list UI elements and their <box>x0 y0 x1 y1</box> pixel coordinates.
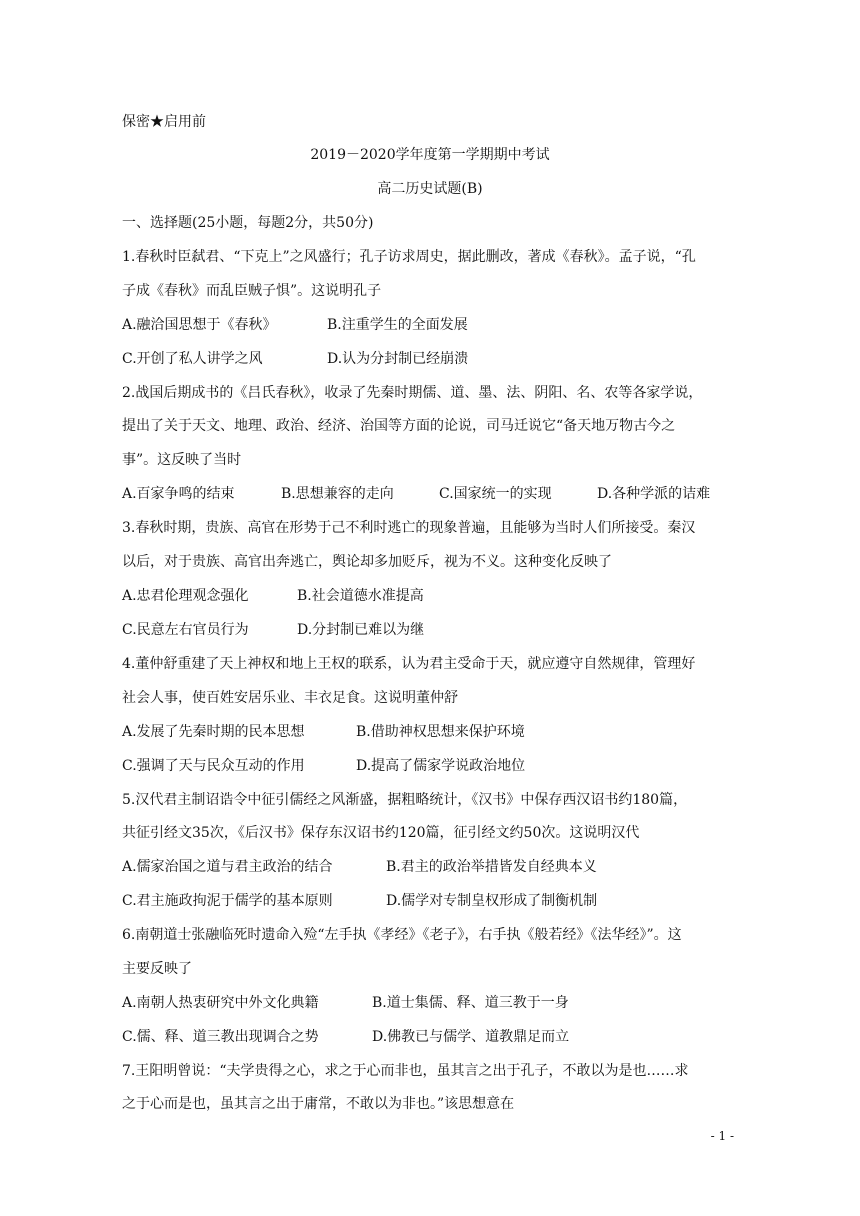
option-d: D.认为分封制已经崩溃 <box>327 351 469 367</box>
option-c: C.国家统一的实现 <box>439 486 552 502</box>
question-7-line-2: 之于心而是也，虽其言之出于庸常，不敢以为非也。”该思想意在 <box>122 1096 515 1112</box>
confidential-label: 保密★启用前 <box>122 114 206 130</box>
option-b: B.借助神权思想来保护环境 <box>356 724 525 740</box>
option-a: A.南朝人热衷研究中外文化典籍 <box>122 995 319 1011</box>
option-c: C.儒、释、道三教出现调合之势 <box>122 1029 319 1045</box>
option-b: B.道士集儒、释、道三教于一身 <box>372 995 569 1011</box>
question-5-line-2: 共征引经文35次，《后汉书》保存东汉诏书约120篇，征引经文约50次。这说明汉代 <box>122 825 640 841</box>
option-d: D.儒学对专制皇权形成了制衡机制 <box>386 893 598 909</box>
option-a: A.融洽国思想于《春秋》 <box>122 317 277 333</box>
subject-title: 高二历史试题(B) <box>377 181 483 197</box>
option-c: C.开创了私人讲学之风 <box>122 351 263 367</box>
question-3-line-2: 以后，对于贵族、高官出奔逃亡，舆论却多加贬斥，视为不义。这种变化反映了 <box>122 554 612 570</box>
question-6-line-2: 主要反映了 <box>122 961 192 977</box>
option-b: B.思想兼容的走向 <box>281 486 394 502</box>
option-c: C.强调了天与民众互动的作用 <box>122 758 305 774</box>
option-d: D.分封制已难以为继 <box>297 622 425 638</box>
question-1-line-2: 子成《春秋》而乱臣贼子惧”。这说明孔子 <box>122 283 382 299</box>
option-b: B.注重学生的全面发展 <box>327 317 468 333</box>
question-4-line-1: 4.董仲舒重建了天上神权和地上王权的联系，认为君主受命于天，就应遵守自然规律，管理好 <box>122 656 696 672</box>
option-c: C.君主施政拘泥于儒学的基本原则 <box>122 893 333 909</box>
option-a: A.忠君伦理观念强化 <box>122 588 249 604</box>
option-a: A.儒家治国之道与君主政治的结合 <box>122 859 333 875</box>
option-a: A.发展了先秦时期的民本思想 <box>122 724 305 740</box>
option-d: D.提高了儒家学说政治地位 <box>356 758 526 774</box>
question-4-line-2: 社会人事，使百姓安居乐业、丰衣足食。这说明董仲舒 <box>122 690 458 706</box>
question-2-line-2: 提出了关于天文、地理、政治、经济、治国等方面的论说，司马迁说它“备天地万物古今之 <box>122 418 676 434</box>
question-6-line-1: 6.南朝道士张融临死时遗命入殓“左手执《孝经》《老子》，右手执《般若经》《法华经》”。这 <box>122 927 682 943</box>
page-number: - 1 - <box>710 1129 734 1143</box>
option-a: A.百家争鸣的结束 <box>122 486 235 502</box>
section-heading: 一、选择题(25小题，每题2分，共50分) <box>122 215 374 231</box>
option-b: B.社会道德水准提高 <box>297 588 424 604</box>
option-b: B.君主的政治举措皆发自经典本义 <box>386 859 597 875</box>
option-d: D.各种学派的诘难 <box>597 486 711 502</box>
question-3-line-1: 3.春秋时期，贵族、高官在形势于己不利时逃亡的现象普遍，且能够为当时人们所接受。秦汉 <box>122 520 696 536</box>
option-d: D.佛教已与儒学、道教鼎足而立 <box>372 1029 570 1045</box>
question-2-line-1: 2.战国后期成书的《吕氏春秋》，收录了先秦时期儒、道、墨、法、阴阳、名、农等各家学说， <box>122 385 703 401</box>
question-2-line-3: 事”。这反映了当时 <box>122 452 242 468</box>
option-c: C.民意左右官员行为 <box>122 622 249 638</box>
question-1-line-1: 1.春秋时臣弑君、“下克上”之风盛行；孔子访求周史，据此删改，著成《春秋》。孟子说，“孔 <box>122 249 696 265</box>
question-7-line-1: 7.王阳明曾说：“夫学贵得之心，求之于心而非也，虽其言之出于孔子，不敢以为是也……求 <box>122 1063 689 1079</box>
exam-title: 2019－2020学年度第一学期期中考试 <box>310 147 550 163</box>
question-5-line-1: 5.汉代君主制诏诰令中征引儒经之风渐盛，据粗略统计，《汉书》中保存西汉诏书约180篇， <box>122 792 688 808</box>
